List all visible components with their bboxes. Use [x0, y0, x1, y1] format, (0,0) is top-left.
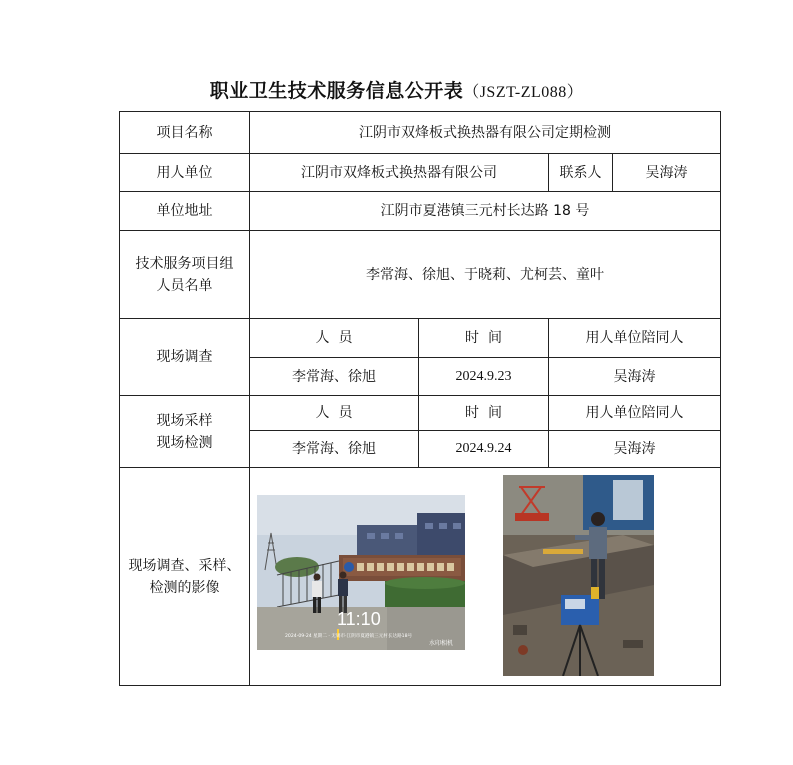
- sampling-personnel: 李常海、徐旭: [250, 431, 419, 468]
- sampling-col-time: 时 间: [419, 396, 549, 431]
- employer-value: 江阴市双烽板式换热器有限公司: [250, 154, 549, 192]
- row-team: [120, 231, 721, 319]
- sampling-time: 2024.9.24: [419, 431, 549, 468]
- sampling-col-escort: 用人单位陪同人: [549, 396, 721, 431]
- photo1-caption: 2024-09-24 星期二 · 无锡市·江阴市夏港镇三元村长达路18号: [285, 634, 413, 639]
- team-label-line2: 人员名单: [156, 277, 213, 294]
- survey-col-escort: 用人单位陪同人: [549, 319, 721, 358]
- address-label: 单位地址: [120, 192, 250, 231]
- row-survey-header: [120, 319, 721, 358]
- row-address: [120, 192, 721, 231]
- contact-label: 联系人: [549, 154, 613, 192]
- survey-label: 现场调查: [120, 319, 250, 396]
- team-label-line1: 技术服务项目组: [135, 255, 234, 272]
- survey-personnel: 李常海、徐旭: [250, 358, 419, 396]
- images-label: [120, 468, 250, 686]
- survey-escort: 吴海涛: [549, 358, 721, 396]
- team-label: [120, 231, 250, 319]
- photo1-time: 11:10: [337, 609, 381, 629]
- sampling-escort: 吴海涛: [549, 431, 721, 468]
- employer-label: 用人单位: [120, 154, 250, 192]
- address-value: 江阴市夏港镇三元村长达路 18 号: [250, 192, 721, 231]
- contact-value: 吴海涛: [613, 154, 721, 192]
- page-title: [0, 76, 793, 103]
- images-label-line1: 现场调查、采样、: [128, 557, 241, 574]
- survey-time: 2024.9.23: [419, 358, 549, 396]
- row-employer: [120, 154, 721, 192]
- photo-workshop-sampling: [503, 475, 654, 676]
- project-name-value: 江阴市双烽板式换热器有限公司定期检测: [250, 112, 721, 154]
- row-project-name: [120, 112, 721, 154]
- project-name-label: 项目名称: [120, 112, 250, 154]
- photo-factory-gate: [257, 495, 465, 650]
- survey-col-time: 时 间: [419, 319, 549, 358]
- photo1-app: 水印相机: [429, 640, 454, 647]
- images-label-line2: 检测的影像: [149, 579, 220, 596]
- sampling-label-line2: 现场检测: [156, 434, 213, 451]
- sampling-col-personnel: 人 员: [250, 396, 419, 431]
- row-sampling-header: [120, 396, 721, 431]
- team-value: 李常海、徐旭、于晓莉、尤柯芸、童叶: [250, 231, 721, 319]
- sampling-label: [120, 396, 250, 468]
- title-main: 职业卫生技术服务信息公开表: [209, 80, 464, 102]
- sampling-label-line1: 现场采样: [156, 412, 213, 429]
- survey-col-personnel: 人 员: [250, 319, 419, 358]
- title-code: （JSZT-ZL088）: [463, 84, 584, 101]
